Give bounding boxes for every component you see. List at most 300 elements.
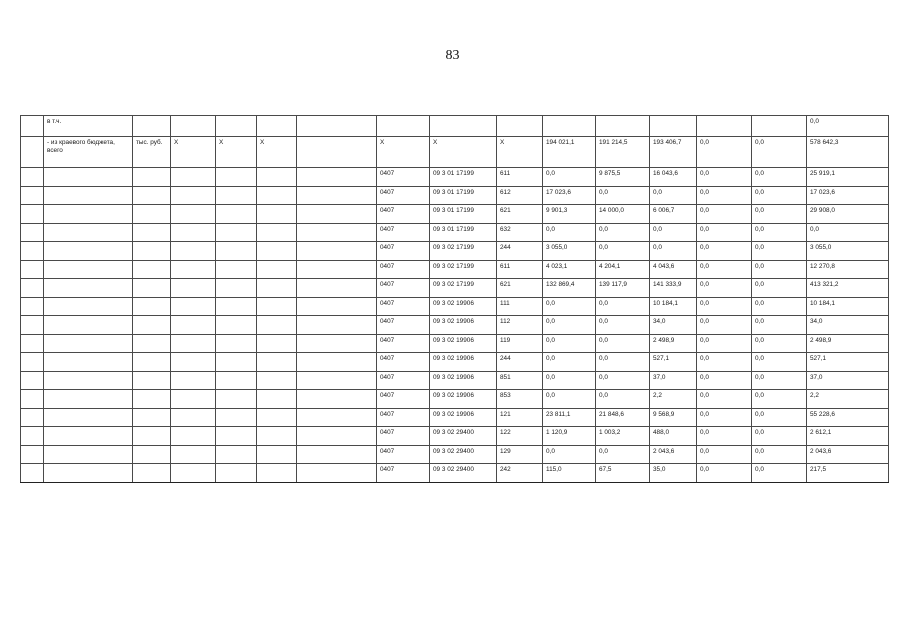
table-cell: 0,0 bbox=[697, 260, 752, 279]
table-cell bbox=[171, 353, 216, 372]
table-cell: 0,0 bbox=[596, 297, 650, 316]
table-cell bbox=[297, 427, 377, 446]
table-cell bbox=[21, 260, 44, 279]
table-cell: 17 023,6 bbox=[807, 186, 889, 205]
table-row bbox=[21, 353, 889, 372]
table-cell bbox=[216, 205, 257, 224]
table-cell bbox=[297, 334, 377, 353]
table-row bbox=[21, 464, 889, 483]
table-cell: 0,0 bbox=[752, 464, 807, 483]
table-cell bbox=[257, 445, 297, 464]
table-cell bbox=[216, 168, 257, 187]
table-cell bbox=[21, 116, 44, 137]
table-cell: 0,0 bbox=[697, 445, 752, 464]
table-cell: 23 811,1 bbox=[543, 408, 596, 427]
table-cell: 09 3 02 19906 bbox=[430, 408, 497, 427]
table-cell bbox=[297, 186, 377, 205]
table-cell bbox=[297, 445, 377, 464]
table-cell bbox=[216, 353, 257, 372]
table-cell: 09 3 02 17199 bbox=[430, 279, 497, 298]
table-cell bbox=[44, 464, 133, 483]
table-cell: 0407 bbox=[377, 223, 430, 242]
table-row bbox=[21, 279, 889, 298]
table-cell: 0,0 bbox=[596, 334, 650, 353]
table-cell: 16 043,6 bbox=[650, 168, 697, 187]
table-cell: 0,0 bbox=[697, 427, 752, 446]
table-cell bbox=[133, 353, 171, 372]
table-cell bbox=[297, 260, 377, 279]
table-cell bbox=[257, 186, 297, 205]
table-cell: 0,0 bbox=[697, 371, 752, 390]
table-cell: 09 3 02 19906 bbox=[430, 371, 497, 390]
table-cell bbox=[216, 260, 257, 279]
table-cell: 0,0 bbox=[543, 371, 596, 390]
table-cell bbox=[697, 116, 752, 137]
table-cell: 115,0 bbox=[543, 464, 596, 483]
table-cell: 112 bbox=[497, 316, 543, 335]
table-cell bbox=[171, 260, 216, 279]
table-cell: 55 228,6 bbox=[807, 408, 889, 427]
table-cell: 3 055,0 bbox=[807, 242, 889, 261]
table-cell: 122 bbox=[497, 427, 543, 446]
table-cell: 527,1 bbox=[650, 353, 697, 372]
table-cell bbox=[216, 297, 257, 316]
table-cell: 0,0 bbox=[596, 445, 650, 464]
table-cell: в т.ч. bbox=[44, 116, 133, 137]
table-row bbox=[21, 223, 889, 242]
table-cell: 244 bbox=[497, 242, 543, 261]
table-cell bbox=[752, 116, 807, 137]
table-cell bbox=[44, 242, 133, 261]
table-cell bbox=[297, 168, 377, 187]
table-cell bbox=[44, 353, 133, 372]
table-cell bbox=[257, 297, 297, 316]
table-cell bbox=[21, 137, 44, 168]
table-cell bbox=[44, 371, 133, 390]
table-cell bbox=[44, 390, 133, 409]
table-cell bbox=[216, 242, 257, 261]
table-cell bbox=[216, 464, 257, 483]
table-cell bbox=[133, 390, 171, 409]
table-cell bbox=[257, 223, 297, 242]
table-cell bbox=[297, 353, 377, 372]
table-cell: 09 3 01 17199 bbox=[430, 223, 497, 242]
table-cell: 0407 bbox=[377, 168, 430, 187]
table-cell bbox=[297, 297, 377, 316]
table-cell: 0407 bbox=[377, 279, 430, 298]
table-cell: 0407 bbox=[377, 445, 430, 464]
table-cell bbox=[133, 223, 171, 242]
table-cell bbox=[21, 223, 44, 242]
table-cell bbox=[21, 242, 44, 261]
table-cell: 129 bbox=[497, 445, 543, 464]
table-cell bbox=[133, 168, 171, 187]
table-cell: 132 869,4 bbox=[543, 279, 596, 298]
table-cell bbox=[44, 168, 133, 187]
table-cell: 0,0 bbox=[697, 353, 752, 372]
table-cell: 193 406,7 bbox=[650, 137, 697, 168]
table-cell bbox=[257, 334, 297, 353]
table-cell: 0,0 bbox=[543, 390, 596, 409]
table-cell: 0,0 bbox=[543, 316, 596, 335]
table-cell bbox=[430, 116, 497, 137]
table-cell bbox=[44, 297, 133, 316]
table-cell: Х bbox=[257, 137, 297, 168]
table-cell: 611 bbox=[497, 260, 543, 279]
table-cell bbox=[171, 427, 216, 446]
table-cell: 0,0 bbox=[650, 186, 697, 205]
table-cell bbox=[133, 408, 171, 427]
table-cell bbox=[44, 279, 133, 298]
table-cell bbox=[44, 260, 133, 279]
table-cell: Х bbox=[497, 137, 543, 168]
table-cell: 0,0 bbox=[697, 408, 752, 427]
table-cell bbox=[44, 334, 133, 353]
table-cell: 194 021,1 bbox=[543, 137, 596, 168]
table-cell bbox=[133, 116, 171, 137]
table-cell: 29 908,0 bbox=[807, 205, 889, 224]
table-cell: 2 612,1 bbox=[807, 427, 889, 446]
table-cell: 851 bbox=[497, 371, 543, 390]
table-row bbox=[21, 168, 889, 187]
table-cell bbox=[297, 137, 377, 168]
table-cell: 621 bbox=[497, 279, 543, 298]
table-cell bbox=[21, 353, 44, 372]
table-cell bbox=[216, 390, 257, 409]
table-cell: 0,0 bbox=[752, 260, 807, 279]
table-cell bbox=[21, 316, 44, 335]
table-cell: 0,0 bbox=[650, 242, 697, 261]
table-cell: 09 3 02 29400 bbox=[430, 427, 497, 446]
table-cell: 34,0 bbox=[807, 316, 889, 335]
table-row bbox=[21, 445, 889, 464]
table-cell: 0,0 bbox=[543, 445, 596, 464]
table-cell bbox=[171, 445, 216, 464]
table-cell: 2 043,6 bbox=[650, 445, 697, 464]
table-cell bbox=[377, 116, 430, 137]
table-cell: 632 bbox=[497, 223, 543, 242]
table-cell: 0,0 bbox=[697, 390, 752, 409]
table-cell: 09 3 02 19906 bbox=[430, 390, 497, 409]
table-row bbox=[21, 116, 889, 137]
table-cell: Х bbox=[377, 137, 430, 168]
budget-table bbox=[20, 115, 889, 483]
table-cell: 34,0 bbox=[650, 316, 697, 335]
table-cell: 0,0 bbox=[752, 205, 807, 224]
table-cell bbox=[297, 371, 377, 390]
table-cell: 9 568,9 bbox=[650, 408, 697, 427]
table-cell bbox=[133, 316, 171, 335]
table-cell: 0,0 bbox=[752, 371, 807, 390]
table-cell: - из краевого бюджета, всего bbox=[44, 137, 133, 168]
table-cell bbox=[21, 205, 44, 224]
table-cell bbox=[44, 427, 133, 446]
table-cell: 121 bbox=[497, 408, 543, 427]
table-cell bbox=[650, 116, 697, 137]
table-cell: 0,0 bbox=[697, 186, 752, 205]
table-cell bbox=[297, 408, 377, 427]
table-cell: 0,0 bbox=[752, 297, 807, 316]
table-cell: 6 006,7 bbox=[650, 205, 697, 224]
table-cell bbox=[21, 168, 44, 187]
table-cell: 14 000,0 bbox=[596, 205, 650, 224]
table-cell bbox=[133, 427, 171, 446]
table-cell: 0407 bbox=[377, 408, 430, 427]
table-cell bbox=[257, 427, 297, 446]
table-cell bbox=[257, 390, 297, 409]
table-cell: 4 023,1 bbox=[543, 260, 596, 279]
table-cell: 527,1 bbox=[807, 353, 889, 372]
table-cell: 0,0 bbox=[697, 334, 752, 353]
table-cell bbox=[297, 279, 377, 298]
table-cell: 0407 bbox=[377, 427, 430, 446]
table-cell: 0,0 bbox=[752, 242, 807, 261]
table-cell bbox=[21, 390, 44, 409]
table-cell: 0407 bbox=[377, 371, 430, 390]
table-cell bbox=[133, 260, 171, 279]
table-cell: 0,0 bbox=[807, 223, 889, 242]
table-cell: 0,0 bbox=[752, 168, 807, 187]
table-cell: 09 3 02 29400 bbox=[430, 464, 497, 483]
table-cell: 119 bbox=[497, 334, 543, 353]
table-cell bbox=[171, 242, 216, 261]
table-cell bbox=[257, 464, 297, 483]
table-cell: 0,0 bbox=[596, 242, 650, 261]
table-cell: 10 184,1 bbox=[650, 297, 697, 316]
table-row bbox=[21, 205, 889, 224]
table-cell: 0,0 bbox=[752, 223, 807, 242]
table-row bbox=[21, 242, 889, 261]
table-cell bbox=[297, 390, 377, 409]
table-cell bbox=[171, 371, 216, 390]
table-cell bbox=[133, 445, 171, 464]
table-cell: 37,0 bbox=[807, 371, 889, 390]
table-cell: 0,0 bbox=[752, 408, 807, 427]
table-cell: 9 901,3 bbox=[543, 205, 596, 224]
table-cell bbox=[297, 464, 377, 483]
table-cell: 0,0 bbox=[752, 427, 807, 446]
table-cell: 9 875,5 bbox=[596, 168, 650, 187]
table-cell bbox=[257, 408, 297, 427]
table-cell: 0407 bbox=[377, 464, 430, 483]
table-cell: 0,0 bbox=[596, 223, 650, 242]
table-cell: 09 3 02 17199 bbox=[430, 242, 497, 261]
table-cell: 0,0 bbox=[543, 297, 596, 316]
table-cell bbox=[216, 186, 257, 205]
table-cell bbox=[297, 316, 377, 335]
table-cell bbox=[257, 371, 297, 390]
table-cell: 0,0 bbox=[752, 279, 807, 298]
table-cell: 244 bbox=[497, 353, 543, 372]
table-cell: 0,0 bbox=[752, 334, 807, 353]
table-cell: 242 bbox=[497, 464, 543, 483]
table-cell: 0,0 bbox=[752, 186, 807, 205]
table-cell: 2,2 bbox=[650, 390, 697, 409]
table-cell: 0,0 bbox=[596, 186, 650, 205]
table-cell: 0,0 bbox=[596, 390, 650, 409]
table-cell: 217,5 bbox=[807, 464, 889, 483]
table-row bbox=[21, 390, 889, 409]
table-cell bbox=[21, 186, 44, 205]
table-cell bbox=[21, 297, 44, 316]
table-cell bbox=[133, 186, 171, 205]
table-cell bbox=[171, 168, 216, 187]
table-cell: 0407 bbox=[377, 390, 430, 409]
table-cell bbox=[497, 116, 543, 137]
table-cell: 0407 bbox=[377, 242, 430, 261]
table-cell: 0,0 bbox=[752, 353, 807, 372]
table-cell bbox=[44, 223, 133, 242]
table-cell bbox=[171, 116, 216, 137]
table-cell: 0,0 bbox=[697, 242, 752, 261]
table-row bbox=[21, 408, 889, 427]
table-cell: 621 bbox=[497, 205, 543, 224]
table-cell bbox=[133, 371, 171, 390]
table-cell bbox=[44, 316, 133, 335]
table-cell bbox=[216, 279, 257, 298]
table-row bbox=[21, 297, 889, 316]
table-cell: 0,0 bbox=[543, 353, 596, 372]
table-cell: 611 bbox=[497, 168, 543, 187]
table-cell bbox=[171, 408, 216, 427]
table-cell: 0407 bbox=[377, 260, 430, 279]
table-cell: 2 498,9 bbox=[807, 334, 889, 353]
table-cell: 0407 bbox=[377, 297, 430, 316]
table-cell bbox=[133, 205, 171, 224]
table-cell bbox=[257, 316, 297, 335]
table-cell bbox=[21, 464, 44, 483]
table-cell: 17 023,6 bbox=[543, 186, 596, 205]
table-cell bbox=[21, 371, 44, 390]
table-cell bbox=[171, 390, 216, 409]
table-cell bbox=[257, 353, 297, 372]
table-cell bbox=[171, 279, 216, 298]
table-cell bbox=[21, 279, 44, 298]
table-cell bbox=[133, 464, 171, 483]
table-cell: 413 321,2 bbox=[807, 279, 889, 298]
table-cell: 0,0 bbox=[752, 137, 807, 168]
table-cell bbox=[216, 223, 257, 242]
table-cell bbox=[44, 445, 133, 464]
table-cell: 0,0 bbox=[752, 445, 807, 464]
table-row bbox=[21, 137, 889, 168]
table-cell bbox=[297, 223, 377, 242]
table-cell: 0,0 bbox=[697, 223, 752, 242]
table-cell bbox=[596, 116, 650, 137]
table-cell: 139 117,9 bbox=[596, 279, 650, 298]
table-cell bbox=[171, 186, 216, 205]
table-cell bbox=[257, 279, 297, 298]
table-cell bbox=[297, 242, 377, 261]
table-cell: 2 498,9 bbox=[650, 334, 697, 353]
table-row bbox=[21, 260, 889, 279]
table-cell bbox=[171, 464, 216, 483]
table-cell: 0,0 bbox=[697, 279, 752, 298]
table-cell: 09 3 02 19906 bbox=[430, 334, 497, 353]
table-cell bbox=[133, 242, 171, 261]
table-cell bbox=[133, 334, 171, 353]
table-cell: 09 3 02 19906 bbox=[430, 297, 497, 316]
table-row bbox=[21, 371, 889, 390]
table-cell: 2 043,6 bbox=[807, 445, 889, 464]
table-cell: 191 214,5 bbox=[596, 137, 650, 168]
table-cell bbox=[171, 205, 216, 224]
table-cell bbox=[297, 116, 377, 137]
table-cell bbox=[21, 408, 44, 427]
table-cell bbox=[216, 116, 257, 137]
table-cell: 0,0 bbox=[596, 371, 650, 390]
table-cell bbox=[216, 371, 257, 390]
table-cell: 0,0 bbox=[543, 223, 596, 242]
table-cell: 09 3 01 17199 bbox=[430, 168, 497, 187]
table-cell: 09 3 01 17199 bbox=[430, 205, 497, 224]
table-row bbox=[21, 316, 889, 335]
table-cell: 0,0 bbox=[807, 116, 889, 137]
table-cell: 2,2 bbox=[807, 390, 889, 409]
table-row bbox=[21, 427, 889, 446]
table-cell: 12 270,8 bbox=[807, 260, 889, 279]
table-cell: 0,0 bbox=[697, 316, 752, 335]
table-cell: 4 204,1 bbox=[596, 260, 650, 279]
table-cell: 21 848,6 bbox=[596, 408, 650, 427]
table-cell: 09 3 02 19906 bbox=[430, 353, 497, 372]
table-cell bbox=[257, 168, 297, 187]
table-cell: 37,0 bbox=[650, 371, 697, 390]
table-cell: 0,0 bbox=[543, 168, 596, 187]
table-cell: 0,0 bbox=[543, 334, 596, 353]
table-cell bbox=[133, 279, 171, 298]
table-cell: тыс. руб. bbox=[133, 137, 171, 168]
table-cell bbox=[257, 260, 297, 279]
table-cell bbox=[216, 408, 257, 427]
page-number: 83 bbox=[445, 48, 460, 63]
table-cell: 0407 bbox=[377, 353, 430, 372]
table-cell: 09 3 02 17199 bbox=[430, 260, 497, 279]
table-cell: 3 055,0 bbox=[543, 242, 596, 261]
table-cell: 09 3 01 17199 bbox=[430, 186, 497, 205]
table-cell bbox=[216, 427, 257, 446]
table-cell bbox=[171, 297, 216, 316]
table-cell bbox=[44, 186, 133, 205]
table-cell bbox=[171, 223, 216, 242]
table-cell bbox=[297, 205, 377, 224]
table-cell bbox=[216, 316, 257, 335]
table-cell: 0,0 bbox=[697, 205, 752, 224]
table-cell: 0,0 bbox=[697, 168, 752, 187]
table-row bbox=[21, 186, 889, 205]
table-cell: 0,0 bbox=[596, 316, 650, 335]
table-cell: 67,5 bbox=[596, 464, 650, 483]
table-cell: 09 3 02 19906 bbox=[430, 316, 497, 335]
table-cell: 612 bbox=[497, 186, 543, 205]
table-cell: 853 bbox=[497, 390, 543, 409]
table-cell: Х bbox=[171, 137, 216, 168]
table-cell: 4 043,6 bbox=[650, 260, 697, 279]
table-cell: 578 642,3 bbox=[807, 137, 889, 168]
table-cell: 141 333,9 bbox=[650, 279, 697, 298]
table-cell bbox=[21, 334, 44, 353]
table-cell bbox=[257, 242, 297, 261]
table-cell: 0,0 bbox=[650, 223, 697, 242]
table-cell: Х bbox=[430, 137, 497, 168]
table-cell bbox=[133, 297, 171, 316]
table-cell: 0,0 bbox=[752, 316, 807, 335]
table-cell bbox=[21, 427, 44, 446]
table-cell bbox=[543, 116, 596, 137]
table-cell bbox=[171, 316, 216, 335]
table-cell: 0,0 bbox=[596, 353, 650, 372]
table-cell: 09 3 02 29400 bbox=[430, 445, 497, 464]
